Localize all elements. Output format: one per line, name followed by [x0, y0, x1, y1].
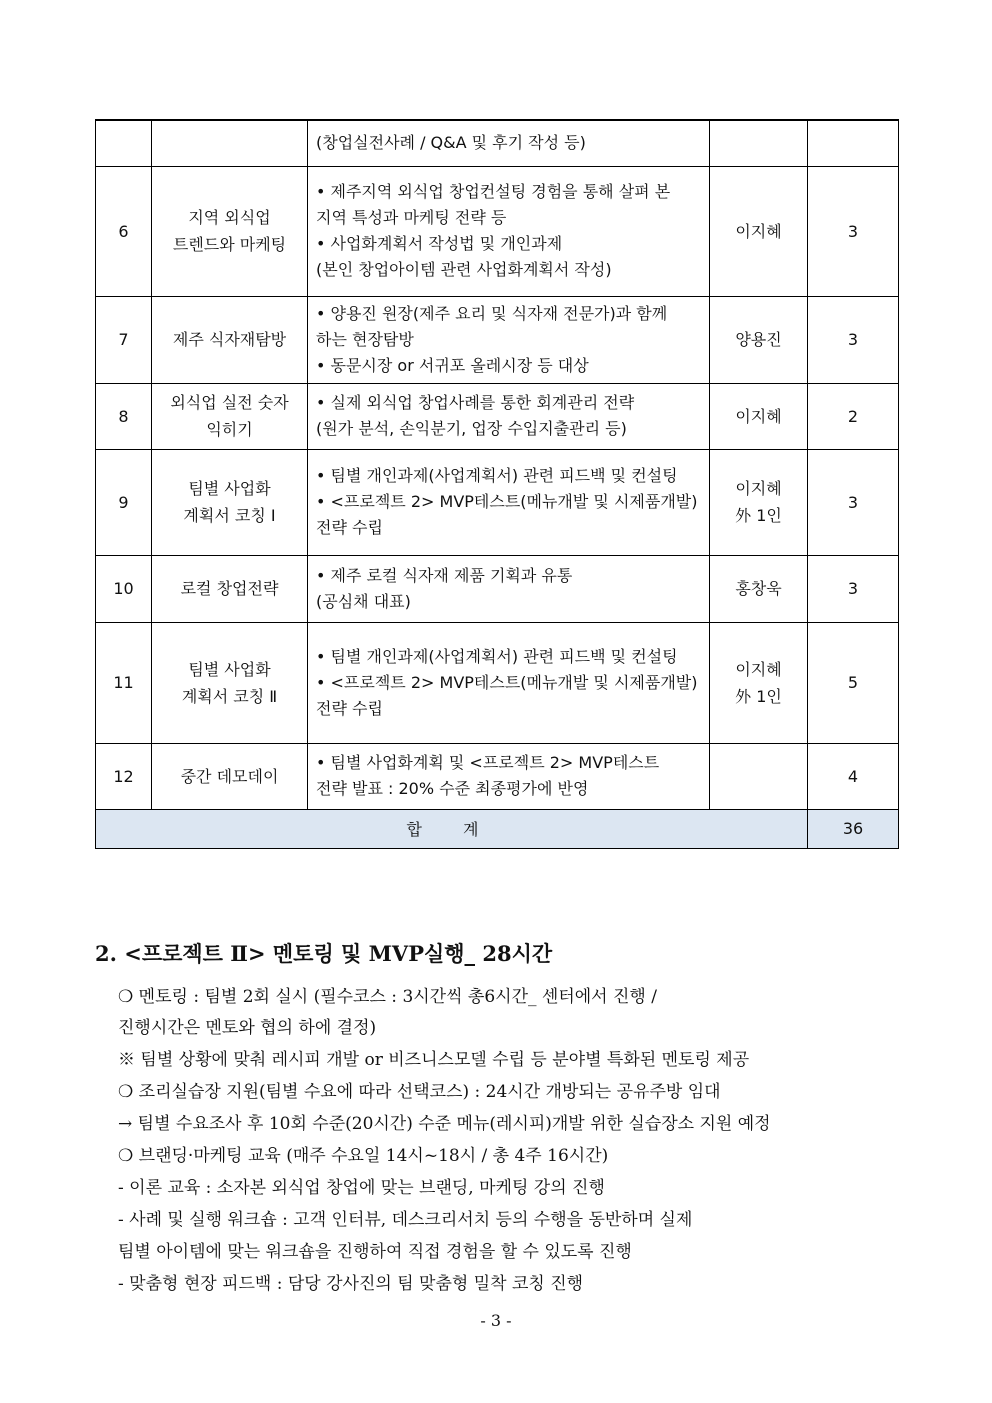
- hours-cell: 5: [808, 622, 899, 743]
- lecturer-line: 外 1인: [735, 686, 782, 706]
- title-line: 팀별 사업화: [188, 659, 271, 679]
- content-cell: [308, 383, 710, 449]
- content-cell: [308, 166, 710, 296]
- lecturer-cell: [710, 383, 808, 449]
- body-line: ❍ 브랜딩·마케팅 교육 (매주 수요일 14시~18시 / 총 4주 16시간): [118, 1146, 609, 1166]
- content-line: 전략 수립: [316, 698, 383, 718]
- content-line: • 팀별 개인과제(사업계획서) 관련 피드백 및 컨설팅: [316, 466, 678, 485]
- content-line: (공심채 대표): [316, 591, 411, 611]
- title-line: 외식업 실전 숫자: [170, 393, 289, 412]
- content-cell: [308, 622, 710, 743]
- content-line: • 사업화계획서 작성법 및 개인과제: [316, 234, 563, 253]
- hours-cell: 2: [808, 383, 899, 449]
- content-line: • 팀별 사업화계획 및 <프로젝트 2> MVP테스트: [316, 753, 660, 772]
- content-line: (창업실전사례 / Q&A 및 후기 작성 등): [316, 133, 586, 153]
- content-line: • 양용진 원장(제주 요리 및 식자재 전문가)과 함께: [316, 303, 668, 323]
- title-line: 지역 외식업: [188, 208, 271, 227]
- lecturer-line: 外 1인: [735, 506, 782, 525]
- lecturer-cell: [710, 622, 808, 743]
- page-number: - 3 -: [480, 1311, 512, 1330]
- lecturer-line: 이지혜: [735, 406, 782, 426]
- content-cell: [308, 743, 710, 809]
- body-line: ※ 팀별 상황에 맞춰 레시피 개발 or 비즈니스모델 수립 등 분야별 특화된 멘토링 제공: [118, 1050, 750, 1070]
- content-line: (본인 창업아이템 관련 사업화계획서 작성): [316, 260, 612, 279]
- title-cell: [152, 166, 308, 296]
- content-line: 전략 수립: [316, 518, 383, 537]
- body-line: 팀별 아이템에 맞는 워크숍을 진행하여 직접 경험을 할 수 있도록 진행: [118, 1242, 632, 1262]
- lecturer-cell: [710, 296, 808, 383]
- content-cell: [308, 120, 710, 166]
- body-line: 진행시간은 멘토와 협의 하에 결정): [118, 1018, 377, 1038]
- num-cell: 7: [96, 296, 152, 383]
- num-cell: 9: [96, 449, 152, 555]
- title-line: 로컬 창업전략: [180, 579, 279, 598]
- title-line: 중간 데모데이: [180, 766, 279, 786]
- num-cell: 6: [96, 166, 152, 296]
- section-heading: 2. <프로젝트 Ⅱ> 멘토링 및 MVP실행_ 28시간: [95, 941, 553, 966]
- total-label: 합 계: [406, 820, 497, 839]
- content-cell: [308, 555, 710, 622]
- table-row: [96, 296, 899, 383]
- body-line: → 팀별 수요조사 후 10회 수준(20시간) 수준 메뉴(레시피)개발 위한 실습장소 지원 예정: [118, 1114, 771, 1134]
- title-cell: [152, 120, 308, 166]
- content-cell: [308, 296, 710, 383]
- body-line: ❍ 멘토링 : 팀별 2회 실시 (필수코스 : 3시간씩 총6시간_ 센터에서 진행 /: [118, 987, 657, 1007]
- table-row: [96, 449, 899, 555]
- content-line: • 팀별 개인과제(사업계획서) 관련 피드백 및 컨설팅: [316, 646, 678, 666]
- num-cell: 8: [96, 383, 152, 449]
- title-cell: [152, 383, 308, 449]
- content-line: 지역 특성과 마케팅 전략 등: [316, 208, 507, 227]
- content-line: 하는 현장탐방: [316, 329, 414, 349]
- lecturer-line: 양용진: [735, 330, 782, 349]
- hours-cell: 3: [808, 555, 899, 622]
- lecturer-cell: [710, 449, 808, 555]
- lecturer-line: 홍창욱: [735, 579, 782, 598]
- num-cell: [96, 120, 152, 166]
- content-line: • <프로젝트 2> MVP테스트(메뉴개발 및 시제품개발): [316, 672, 698, 692]
- title-line: 계획서 코칭 Ⅱ: [181, 686, 278, 706]
- lecturer-line: 이지혜: [735, 221, 782, 241]
- total-row: [96, 809, 899, 848]
- content-cell: [308, 449, 710, 555]
- curriculum-table: [95, 119, 899, 849]
- table-row: [96, 120, 899, 166]
- total-label-cell: [96, 809, 808, 848]
- lecturer-cell: [710, 166, 808, 296]
- hours-cell: 3: [808, 166, 899, 296]
- table-row: [96, 622, 899, 743]
- title-line: 팀별 사업화: [188, 479, 271, 498]
- content-line: • 제주 로컬 식자재 제품 기획과 유통: [316, 565, 573, 585]
- table-row: [96, 555, 899, 622]
- table-row: [96, 166, 899, 296]
- num-cell: 12: [96, 743, 152, 809]
- lecturer-cell: [710, 555, 808, 622]
- title-line: 계획서 코칭 Ⅰ: [183, 506, 276, 525]
- lecturer-line: 이지혜: [735, 479, 782, 498]
- table-row: [96, 383, 899, 449]
- num-cell: 11: [96, 622, 152, 743]
- content-line: • <프로젝트 2> MVP테스트(메뉴개발 및 시제품개발): [316, 492, 698, 511]
- content-line: • 제주지역 외식업 창업컨설팅 경험을 통해 살펴 본: [316, 182, 671, 201]
- lecturer-line: 이지혜: [735, 659, 782, 679]
- table-row: [96, 743, 899, 809]
- lecturer-cell: [710, 743, 808, 809]
- title-cell: [152, 555, 308, 622]
- body-line: - 이론 교육 : 소자본 외식업 창업에 맞는 브랜딩, 마케팅 강의 진행: [118, 1178, 605, 1198]
- content-line: • 동문시장 or 서귀포 올레시장 등 대상: [316, 355, 589, 375]
- hours-cell: 4: [808, 743, 899, 809]
- body-line: - 맞춤형 현장 피드백 : 담당 강사진의 팀 맞춤형 밀착 코칭 진행: [118, 1274, 584, 1294]
- title-cell: [152, 622, 308, 743]
- title-cell: [152, 296, 308, 383]
- lecturer-cell: [710, 120, 808, 166]
- content-line: • 실제 외식업 창업사례를 통한 회계관리 전략: [316, 393, 635, 412]
- body-line: - 사례 및 실행 워크숍 : 고객 인터뷰, 데스크리서치 등의 수행을 동반하며 실제: [118, 1210, 693, 1230]
- hours-cell: 3: [808, 296, 899, 383]
- title-line: 트렌드와 마케팅: [172, 235, 287, 254]
- title-line: 제주 식자재탐방: [172, 330, 287, 349]
- hours-cell: 3: [808, 449, 899, 555]
- content-line: 전략 발표 : 20% 수준 최종평가에 반영: [316, 779, 589, 798]
- title-line: 익히기: [206, 420, 253, 439]
- title-cell: [152, 743, 308, 809]
- content-line: (원가 분석, 손익분기, 업장 수입지출관리 등): [316, 419, 627, 438]
- total-hours-cell: 36: [808, 809, 899, 848]
- body-line: ❍ 조리실습장 지원(팀별 수요에 따라 선택코스) : 24시간 개방되는 공유주방 임대: [118, 1082, 721, 1102]
- num-cell: 10: [96, 555, 152, 622]
- title-cell: [152, 449, 308, 555]
- hours-cell: [808, 120, 899, 166]
